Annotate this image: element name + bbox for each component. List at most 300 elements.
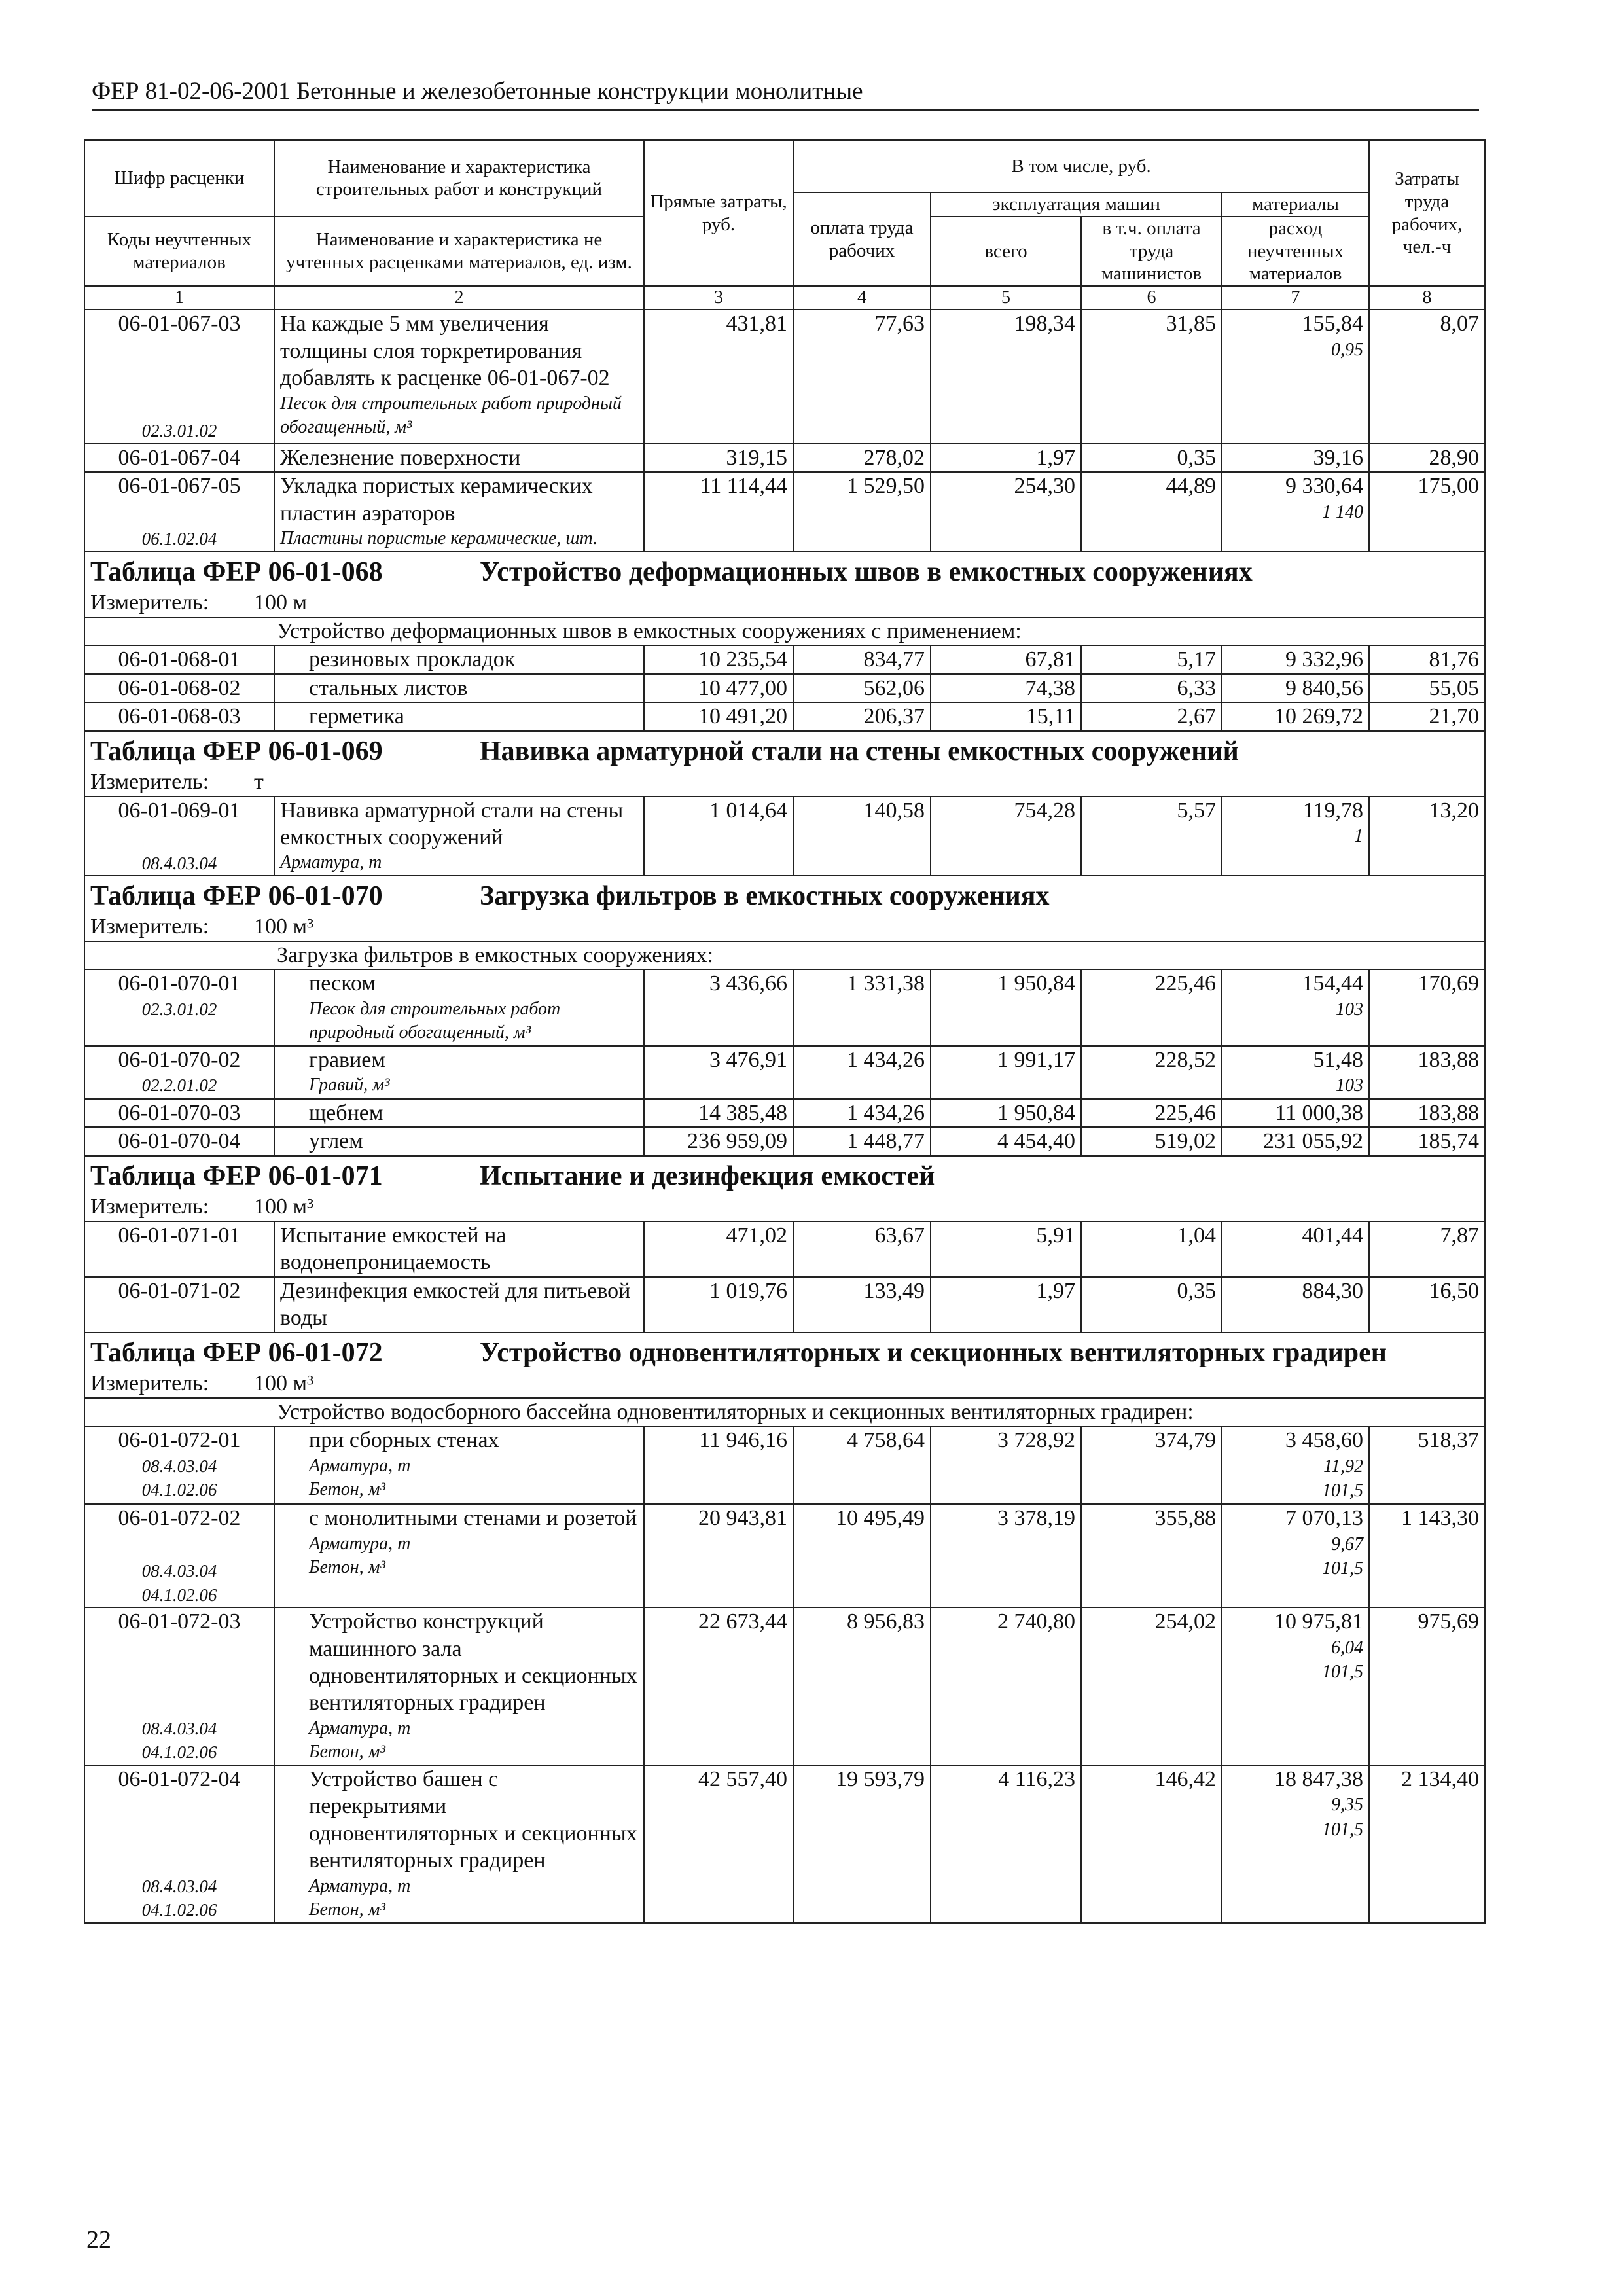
name-cell	[274, 1221, 644, 1277]
wage-cost-cell	[793, 1426, 931, 1504]
material-cost: 3 458,60	[1285, 1428, 1363, 1453]
machine-wage-cost-cell	[1081, 1277, 1222, 1333]
wage-cost-cell	[793, 1127, 931, 1155]
material-name: Бетон, м³	[309, 1479, 385, 1499]
direct-cost: 319,15	[726, 445, 787, 470]
measure-row	[84, 913, 1485, 941]
work-name: углем	[309, 1129, 363, 1154]
material-code: 08.4.03.04	[141, 1719, 217, 1739]
labor-cost: 170,69	[1418, 971, 1479, 996]
table-name: Испытание и дезинфекция емкостей	[480, 1160, 935, 1191]
labor-cost-cell	[1369, 1046, 1485, 1099]
measure-row	[84, 768, 1485, 796]
measure-cell	[84, 768, 1485, 796]
labor-cost-cell	[1369, 645, 1485, 673]
labor-cost: 185,74	[1418, 1129, 1479, 1154]
measure-row	[84, 1193, 1485, 1221]
machine-cost: 15,11	[1026, 704, 1075, 729]
table-row	[84, 797, 1485, 876]
machine-cost-cell	[931, 1607, 1081, 1765]
material-cost: 39,16	[1313, 445, 1363, 470]
measure-label: Измеритель:	[90, 770, 209, 795]
material-cost-cell	[1222, 444, 1369, 472]
machine-cost: 254,30	[1014, 474, 1075, 499]
table-row	[84, 1046, 1485, 1099]
measure-cell	[84, 1193, 1485, 1221]
name-cell	[274, 797, 644, 876]
measure-label: Измеритель:	[90, 1371, 209, 1396]
material-cost: 401,44	[1302, 1223, 1363, 1247]
direct-cost-cell	[644, 1607, 793, 1765]
material-code: 02.2.01.02	[141, 1075, 217, 1096]
material-code: 06.1.02.04	[141, 529, 217, 549]
direct-cost: 3 476,91	[709, 1047, 787, 1072]
material-amount: 9,35	[1331, 1795, 1363, 1816]
machine-wage-cost: 228,52	[1154, 1047, 1216, 1072]
table-header	[84, 140, 1485, 310]
rate-code: 06-01-072-03	[118, 1609, 241, 1634]
group-title: Устройство деформационных швов в емкостных сооружениях с применением:	[277, 619, 1022, 643]
material-cost-cell	[1222, 645, 1369, 673]
machine-cost-cell	[931, 1765, 1081, 1923]
column-number: 8	[1369, 286, 1485, 310]
material-cost-cell	[1222, 1099, 1369, 1127]
machine-cost: 1 950,84	[997, 971, 1075, 996]
table-row	[84, 1504, 1485, 1607]
table-title-row	[84, 876, 1485, 914]
labor-cost: 2 134,40	[1401, 1767, 1479, 1791]
material-amount: 0,95	[1331, 339, 1363, 360]
machine-wage-cost-cell	[1081, 310, 1222, 443]
rate-code: 06-01-072-01	[118, 1428, 241, 1453]
wage-cost-cell	[793, 1607, 931, 1765]
material-cost-cell	[1222, 1504, 1369, 1607]
column-number: 3	[644, 286, 793, 310]
column-number: 4	[793, 286, 931, 310]
header-code-mat: Коды неучтенных материалов	[84, 217, 274, 286]
wage-cost: 140,58	[863, 798, 925, 823]
table-title-row	[84, 1156, 1485, 1194]
name-cell	[274, 969, 644, 1045]
machine-wage-cost-cell	[1081, 1127, 1222, 1155]
column-number: 2	[274, 286, 644, 310]
wage-cost-cell	[793, 969, 931, 1045]
group-row	[84, 617, 1485, 645]
measure-label: Измеритель:	[90, 590, 209, 615]
work-name: гравием	[309, 1047, 385, 1072]
code-cell	[84, 444, 274, 472]
work-name: Дезинфекция емкостей для питьевой воды	[280, 1278, 631, 1331]
material-cost-cell	[1222, 1607, 1369, 1765]
machine-wage-cost: 31,85	[1166, 312, 1216, 336]
table-name: Устройство одновентиляторных и секционных вентиляторных градирен	[480, 1337, 1387, 1368]
machine-cost: 74,38	[1025, 675, 1075, 700]
direct-cost-cell	[644, 310, 793, 443]
work-name: резиновых прокладок	[309, 647, 516, 672]
column-number: 6	[1081, 286, 1222, 310]
labor-cost-cell	[1369, 969, 1485, 1045]
labor-cost-cell	[1369, 1127, 1485, 1155]
table-title-cell	[84, 876, 1485, 914]
labor-cost-cell	[1369, 797, 1485, 876]
table-row	[84, 1765, 1485, 1923]
machine-wage-cost-cell	[1081, 1504, 1222, 1607]
name-cell	[274, 1127, 644, 1155]
wage-cost: 133,49	[863, 1278, 925, 1303]
labor-cost-cell	[1369, 1765, 1485, 1923]
header-wage: оплата труда рабочих	[793, 192, 931, 286]
rate-code: 06-01-070-02	[118, 1047, 241, 1072]
material-name: Бетон, м³	[309, 1557, 385, 1578]
table-row	[84, 1127, 1485, 1155]
name-cell	[274, 1277, 644, 1333]
wage-cost: 10 495,49	[836, 1506, 925, 1531]
material-code: 04.1.02.06	[141, 1900, 217, 1920]
work-name: Испытание емкостей на водонепроницаемость	[280, 1223, 507, 1275]
labor-cost: 55,05	[1429, 675, 1479, 700]
code-cell	[84, 1504, 274, 1607]
direct-cost: 471,02	[726, 1223, 787, 1247]
code-cell	[84, 702, 274, 730]
header-direct: Прямые затраты, руб.	[644, 140, 793, 286]
material-cost-cell	[1222, 702, 1369, 730]
table-row	[84, 969, 1485, 1045]
wage-cost-cell	[793, 444, 931, 472]
material-code: 02.3.01.02	[141, 421, 217, 441]
table-row	[84, 674, 1485, 702]
header-materials: материалы	[1222, 192, 1369, 217]
code-cell	[84, 310, 274, 443]
measure-row	[84, 1370, 1485, 1397]
code-cell	[84, 1607, 274, 1765]
wage-cost-cell	[793, 674, 931, 702]
labor-cost-cell	[1369, 1277, 1485, 1333]
wage-cost: 1 331,38	[847, 971, 925, 996]
material-name: Арматура, т	[309, 1875, 411, 1896]
machine-cost-cell	[931, 1426, 1081, 1504]
wage-cost: 206,37	[863, 704, 925, 729]
machine-cost: 3 728,92	[997, 1428, 1075, 1453]
machine-wage-cost-cell	[1081, 472, 1222, 551]
direct-cost: 22 673,44	[698, 1609, 787, 1634]
material-cost-cell	[1222, 310, 1369, 443]
name-cell	[274, 1426, 644, 1504]
machine-cost-cell	[931, 702, 1081, 730]
wage-cost: 19 593,79	[836, 1767, 925, 1791]
group-cell	[84, 941, 1485, 969]
work-name: щебнем	[309, 1100, 383, 1125]
work-name: На каждые 5 мм увеличения толщины слоя торкретирования добавлять к расценке 06-01-067-02	[280, 312, 610, 391]
work-name: герметика	[309, 704, 404, 729]
rate-code: 06-01-067-05	[118, 474, 241, 499]
header-labor: Затраты труда рабочих, чел.-ч	[1369, 140, 1485, 286]
measure-cell	[84, 589, 1485, 617]
code-cell	[84, 1765, 274, 1923]
direct-cost-cell	[644, 1426, 793, 1504]
machine-wage-cost: 374,79	[1154, 1428, 1216, 1453]
group-cell	[84, 617, 1485, 645]
labor-cost: 975,69	[1418, 1609, 1479, 1634]
material-code: 08.4.03.04	[141, 1876, 217, 1896]
measure-unit: 100 м³	[254, 914, 314, 939]
material-code: 04.1.02.06	[141, 1742, 217, 1763]
machine-wage-cost-cell	[1081, 702, 1222, 730]
machine-wage-cost: 2,67	[1177, 704, 1216, 729]
labor-cost-cell	[1369, 1607, 1485, 1765]
table-title-row	[84, 731, 1485, 769]
material-cost: 231 055,92	[1263, 1129, 1363, 1154]
page-number: 22	[86, 2226, 111, 2253]
table-title-cell	[84, 1156, 1485, 1194]
labor-cost: 13,20	[1429, 798, 1479, 823]
labor-cost-cell	[1369, 702, 1485, 730]
direct-cost-cell	[644, 969, 793, 1045]
table-body	[84, 310, 1485, 1922]
table-number: Таблица ФЕР 06-01-069	[90, 736, 383, 766]
labor-cost: 8,07	[1440, 312, 1479, 336]
material-cost: 155,84	[1302, 312, 1363, 336]
labor-cost: 21,70	[1429, 704, 1479, 729]
direct-cost-cell	[644, 1099, 793, 1127]
material-amount: 9,67	[1331, 1534, 1363, 1554]
rate-code: 06-01-072-02	[118, 1506, 241, 1531]
wage-cost: 1 448,77	[847, 1129, 925, 1154]
machine-wage-cost-cell	[1081, 1046, 1222, 1099]
header-code: Шифр расценки	[84, 140, 274, 217]
labor-cost-cell	[1369, 472, 1485, 551]
material-cost: 10 269,72	[1274, 704, 1363, 729]
machine-wage-cost-cell	[1081, 674, 1222, 702]
rate-code: 06-01-071-02	[118, 1278, 241, 1303]
machine-wage-cost-cell	[1081, 444, 1222, 472]
header-name-mat: Наименование и характеристика не учтенных расценками материалов, ед. изм.	[274, 217, 644, 286]
wage-cost-cell	[793, 310, 931, 443]
name-cell	[274, 645, 644, 673]
machine-cost-cell	[931, 1277, 1081, 1333]
group-row	[84, 1398, 1485, 1426]
material-cost: 119,78	[1302, 798, 1363, 823]
header-name: Наименование и характеристика строительных работ и конструкций	[274, 140, 644, 217]
machine-wage-cost: 44,89	[1166, 474, 1216, 499]
rate-code: 06-01-070-01	[118, 971, 241, 996]
labor-cost-cell	[1369, 674, 1485, 702]
header-machines: эксплуатация машин	[931, 192, 1222, 217]
wage-cost: 4 758,64	[847, 1428, 925, 1453]
labor-cost: 1 143,30	[1401, 1506, 1479, 1531]
measure-unit: т	[254, 770, 264, 795]
machine-cost-cell	[931, 645, 1081, 673]
name-cell	[274, 1607, 644, 1765]
rate-code: 06-01-068-03	[118, 704, 241, 729]
machine-cost-cell	[931, 674, 1081, 702]
direct-cost-cell	[644, 1504, 793, 1607]
table-row	[84, 702, 1485, 730]
material-cost: 18 847,38	[1274, 1767, 1363, 1791]
rate-code: 06-01-072-04	[118, 1767, 241, 1791]
direct-cost: 236 959,09	[687, 1129, 787, 1154]
wage-cost-cell	[793, 797, 931, 876]
material-code: 02.3.01.02	[141, 999, 217, 1019]
labor-cost-cell	[1369, 444, 1485, 472]
machine-wage-cost: 355,88	[1154, 1506, 1216, 1531]
machine-cost: 4 116,23	[998, 1767, 1075, 1791]
machine-wage-cost-cell	[1081, 969, 1222, 1045]
work-name: песком	[309, 971, 376, 996]
name-cell	[274, 1046, 644, 1099]
direct-cost-cell	[644, 674, 793, 702]
machine-cost-cell	[931, 444, 1081, 472]
machine-cost: 2 740,80	[997, 1609, 1075, 1634]
table-number: Таблица ФЕР 06-01-070	[90, 880, 383, 911]
machine-cost-cell	[931, 1127, 1081, 1155]
group-title: Устройство водосборного бассейна одновентиляторных и секционных вентиляторных градирен:	[277, 1399, 1194, 1424]
material-amount: 101,5	[1322, 1662, 1363, 1683]
machine-wage-cost: 519,02	[1154, 1129, 1216, 1154]
labor-cost: 183,88	[1418, 1047, 1479, 1072]
table-row	[84, 1099, 1485, 1127]
material-cost-cell	[1222, 1127, 1369, 1155]
material-cost-cell	[1222, 472, 1369, 551]
table-title-cell	[84, 552, 1485, 590]
direct-cost-cell	[644, 797, 793, 876]
table-name: Загрузка фильтров в емкостных сооружениях	[480, 880, 1050, 911]
machine-wage-cost: 5,57	[1177, 798, 1216, 823]
column-number: 5	[931, 286, 1081, 310]
price-table	[84, 139, 1486, 1924]
table-number: Таблица ФЕР 06-01-068	[90, 556, 383, 587]
work-name: Устройство конструкций машинного зала одновентиляторных и секционных вентиляторных градирен	[309, 1609, 637, 1715]
work-name: стальных листов	[309, 675, 468, 700]
direct-cost-cell	[644, 1127, 793, 1155]
measure-cell	[84, 1370, 1485, 1397]
table-row	[84, 444, 1485, 472]
direct-cost: 431,81	[726, 312, 787, 336]
direct-cost: 1 014,64	[709, 798, 787, 823]
machine-wage-cost: 1,04	[1177, 1223, 1216, 1247]
direct-cost: 20 943,81	[698, 1506, 787, 1531]
machine-cost-cell	[931, 1046, 1081, 1099]
machine-cost: 198,34	[1014, 312, 1075, 336]
direct-cost: 11 946,16	[699, 1428, 787, 1453]
running-head: ФЕР 81-02-06-2001 Бетонные и железобетонные конструкции монолитные	[92, 77, 1479, 111]
name-cell	[274, 1504, 644, 1607]
material-amount: 1	[1354, 825, 1363, 846]
labor-cost: 7,87	[1440, 1223, 1479, 1247]
material-amount: 1 140	[1322, 501, 1363, 522]
machine-wage-cost: 0,35	[1177, 1278, 1216, 1303]
table-name: Навивка арматурной стали на стены емкостных сооружений	[480, 736, 1239, 766]
labor-cost: 175,00	[1418, 474, 1479, 499]
wage-cost-cell	[793, 1765, 931, 1923]
work-name: Устройство башен с перекрытиями одновентиляторных и секционных вентиляторных градирен	[309, 1767, 637, 1873]
measure-label: Измеритель:	[90, 1194, 209, 1219]
machine-cost: 754,28	[1014, 798, 1075, 823]
machine-wage-cost-cell	[1081, 1607, 1222, 1765]
work-name: с монолитными стенами и розетой	[309, 1506, 637, 1531]
group-cell	[84, 1398, 1485, 1426]
table-row	[84, 645, 1485, 673]
material-name: Гравий, м³	[309, 1075, 390, 1096]
header-materials-use: расход неучтенных материалов	[1222, 217, 1369, 286]
rate-code: 06-01-067-04	[118, 445, 241, 470]
table-number: Таблица ФЕР 06-01-072	[90, 1337, 383, 1368]
wage-cost-cell	[793, 645, 931, 673]
material-code: 08.4.03.04	[141, 1456, 217, 1476]
direct-cost: 11 114,44	[700, 474, 787, 499]
name-cell	[274, 472, 644, 551]
table-title-row	[84, 1333, 1485, 1371]
direct-cost: 3 436,66	[709, 971, 787, 996]
material-amount: 6,04	[1331, 1637, 1363, 1658]
machine-cost: 1 950,84	[997, 1100, 1075, 1125]
direct-cost-cell	[644, 1277, 793, 1333]
material-cost-cell	[1222, 969, 1369, 1045]
direct-cost-cell	[644, 1765, 793, 1923]
direct-cost-cell	[644, 1221, 793, 1277]
machine-cost-cell	[931, 1221, 1081, 1277]
table-title-cell	[84, 1333, 1485, 1371]
column-number: 1	[84, 286, 274, 310]
machine-cost-cell	[931, 969, 1081, 1045]
code-cell	[84, 797, 274, 876]
wage-cost: 1 434,26	[847, 1100, 925, 1125]
wage-cost: 1 434,26	[847, 1047, 925, 1072]
material-cost: 9 330,64	[1285, 474, 1363, 499]
machine-wage-cost-cell	[1081, 1099, 1222, 1127]
code-cell	[84, 1277, 274, 1333]
machine-wage-cost: 254,02	[1154, 1609, 1216, 1634]
name-cell	[274, 702, 644, 730]
code-cell	[84, 645, 274, 673]
name-cell	[274, 1765, 644, 1923]
wage-cost-cell	[793, 1277, 931, 1333]
machine-cost: 4 454,40	[997, 1129, 1075, 1154]
machine-wage-cost: 0,35	[1177, 445, 1216, 470]
column-number-row	[84, 286, 1485, 310]
rate-code: 06-01-069-01	[118, 798, 241, 823]
wage-cost-cell	[793, 1046, 931, 1099]
header-machines-total: всего	[931, 217, 1081, 286]
material-amount: 101,5	[1322, 1558, 1363, 1579]
table-title	[90, 734, 1479, 769]
code-cell	[84, 1221, 274, 1277]
direct-cost: 1 019,76	[709, 1278, 787, 1303]
labor-cost: 183,88	[1418, 1100, 1479, 1125]
column-number: 7	[1222, 286, 1369, 310]
material-cost-cell	[1222, 1046, 1369, 1099]
work-name: Железнение поверхности	[280, 445, 521, 470]
wage-cost-cell	[793, 1099, 931, 1127]
material-amount: 103	[1336, 999, 1363, 1020]
material-code: 04.1.02.06	[141, 1480, 217, 1500]
labor-cost: 81,76	[1429, 647, 1479, 672]
wage-cost: 77,63	[874, 312, 925, 336]
direct-cost: 14 385,48	[698, 1100, 787, 1125]
material-cost: 10 975,81	[1274, 1609, 1363, 1634]
wage-cost-cell	[793, 1221, 931, 1277]
rate-code: 06-01-070-03	[118, 1100, 241, 1125]
rate-code: 06-01-070-04	[118, 1129, 241, 1154]
machine-wage-cost: 5,17	[1177, 647, 1216, 672]
machine-cost: 3 378,19	[997, 1506, 1075, 1531]
measure-unit: 100 м³	[254, 1371, 314, 1396]
table-row	[84, 1426, 1485, 1504]
measure-unit: 100 м	[254, 590, 308, 615]
labor-cost-cell	[1369, 1504, 1485, 1607]
header-machines-wage: в т.ч. оплата труда машинистов	[1081, 217, 1222, 286]
direct-cost: 10 477,00	[698, 675, 787, 700]
material-name: Арматура, т	[309, 1533, 411, 1554]
